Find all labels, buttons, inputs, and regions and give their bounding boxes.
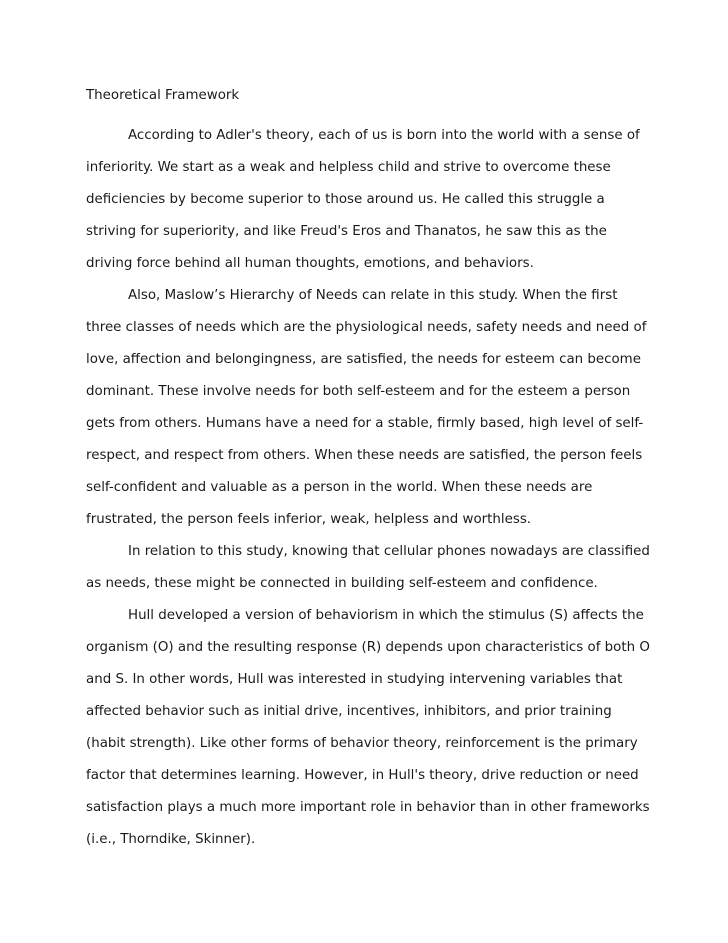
paragraph-4-line-2: organism (O) and the resulting response (R) depends upon characteristics of both O <box>86 640 650 655</box>
paragraph-2-line-5: gets from others. Humans have a need for a stable, firmly based, high level of self- <box>86 416 644 431</box>
paragraph-4-line-8: (i.e., Thorndike, Skinner). <box>86 832 256 847</box>
paragraph-2-line-7: self-confident and valuable as a person in the world. When these needs are <box>86 480 593 495</box>
paragraph-4-line-1: Hull developed a version of behaviorism in which the stimulus (S) affects the <box>128 608 644 623</box>
paragraph-2-line-6: respect, and respect from others. When these needs are satisfied, the person feels <box>86 448 643 463</box>
document-heading: Theoretical Framework <box>86 88 240 103</box>
paragraph-4-line-3: and S. In other words, Hull was interested in studying intervening variables that <box>86 672 623 687</box>
paragraph-3-line-1: In relation to this study, knowing that cellular phones nowadays are classified <box>128 544 650 559</box>
paragraph-2-line-4: dominant. These involve needs for both self-esteem and for the esteem a person <box>86 384 631 399</box>
paragraph-1-line-2: inferiority. We start as a weak and helpless child and strive to overcome these <box>86 160 611 175</box>
paragraph-3-line-2: as needs, these might be connected in building self-esteem and confidence. <box>86 576 598 591</box>
paragraph-1-line-4: striving for superiority, and like Freud's Eros and Thanatos, he saw this as the <box>86 224 607 239</box>
paragraph-2-line-2: three classes of needs which are the physiological needs, safety needs and need of <box>86 320 647 335</box>
paragraph-2-line-1: Also, Maslow’s Hierarchy of Needs can relate in this study. When the first <box>128 288 618 303</box>
paragraph-1-line-5: driving force behind all human thoughts, emotions, and behaviors. <box>86 256 534 271</box>
paragraph-4-line-5: (habit strength). Like other forms of behavior theory, reinforcement is the primary <box>86 736 638 751</box>
paragraph-4-line-7: satisfaction plays a much more important role in behavior than in other frameworks <box>86 800 650 815</box>
paragraph-4-line-6: factor that determines learning. However, in Hull's theory, drive reduction or need <box>86 768 639 783</box>
paragraph-4-line-4: affected behavior such as initial drive, incentives, inhibitors, and prior training <box>86 704 612 719</box>
paragraph-2-line-8: frustrated, the person feels inferior, weak, helpless and worthless. <box>86 512 532 527</box>
paragraph-2-line-3: love, affection and belongingness, are satisfied, the needs for esteem can become <box>86 352 641 367</box>
paragraph-1-line-3: deficiencies by become superior to those around us. He called this struggle a <box>86 192 605 207</box>
paragraph-1-line-1: According to Adler's theory, each of us is born into the world with a sense of <box>128 128 640 143</box>
